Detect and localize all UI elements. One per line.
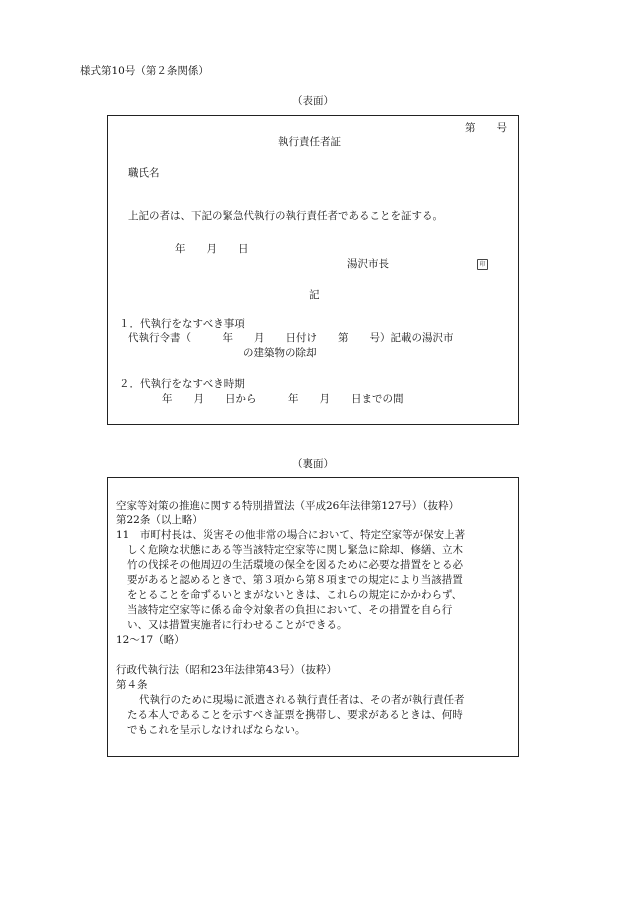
law1-para11-line: しく危険な状態にある等当該特定空家等に関し緊急に除却、修繕、立木 — [127, 544, 463, 556]
law1-title: 空家等対策の推進に関する特別措置法（平成26年法律第127号）（抜粋） — [116, 500, 460, 512]
law1-para11-line: 竹の伐採その他周辺の生活環境の保全を図るために必要な措置をとる必 — [127, 559, 463, 571]
law1-para11-line: 11 市町村長は、災害その他非常の場合において、特定空家等が保安上著 — [116, 529, 466, 541]
item2-title: ２．代執行をなすべき時期 — [119, 378, 245, 390]
item2-line: 年 月 日から 年 月 日までの間 — [162, 393, 404, 405]
issuer-name: 湯沢市長 — [347, 258, 389, 270]
law2-title: 行政代執行法（昭和23年法律第43号）（抜粋） — [116, 664, 337, 676]
law2-line: 代執行のために現場に派遣される執行責任者は、その者が執行責任者 — [139, 694, 465, 706]
law1-range: 12～17（略） — [116, 634, 185, 646]
form-number: 様式第10号（第２条関係） — [80, 65, 209, 77]
law1-para11-line: い、又は措置実施者に行わせることができる。 — [127, 619, 348, 631]
item1-title: １．代執行をなすべき事項 — [119, 318, 245, 330]
issue-date-line: 年 月 日 — [175, 243, 249, 255]
law1-para11-line: 当該特定空家等に係る命令対象者の負担において、その措置を自ら行 — [127, 604, 453, 616]
law2-article: 第４条 — [116, 679, 148, 691]
law2-line: でもこれを呈示しなければならない。 — [127, 724, 306, 736]
back-heading: （裏面） — [292, 458, 334, 470]
law1-para11-line: 要があると認めるときで、第３項から第８項までの規定により当該措置 — [127, 574, 463, 586]
law1-article: 第22条（以上略） — [116, 514, 203, 526]
certify-text: 上記の者は、下記の緊急代執行の執行責任者であることを証する。 — [128, 210, 443, 222]
job-name-label: 職氏名 — [128, 167, 160, 179]
ki-label: 記 — [309, 289, 320, 301]
seal-mark: 印 — [477, 259, 488, 270]
item1-line1: 代執行令書（ 年 月 日付け 第 号）記載の湯沢市 — [128, 332, 454, 344]
item1-line2: の建築物の除却 — [243, 347, 317, 359]
law2-line: たる本人であることを示すべき証票を携帯し、要求があるときは、何時 — [127, 709, 463, 721]
law1-para11-line: をとることを命ずるいとまがないときは、これらの規定にかかわらず、 — [127, 589, 463, 601]
certificate-title: 執行責任者証 — [278, 136, 341, 148]
front-heading: （表面） — [292, 95, 334, 107]
certificate-number-label: 第 号 — [465, 122, 507, 134]
